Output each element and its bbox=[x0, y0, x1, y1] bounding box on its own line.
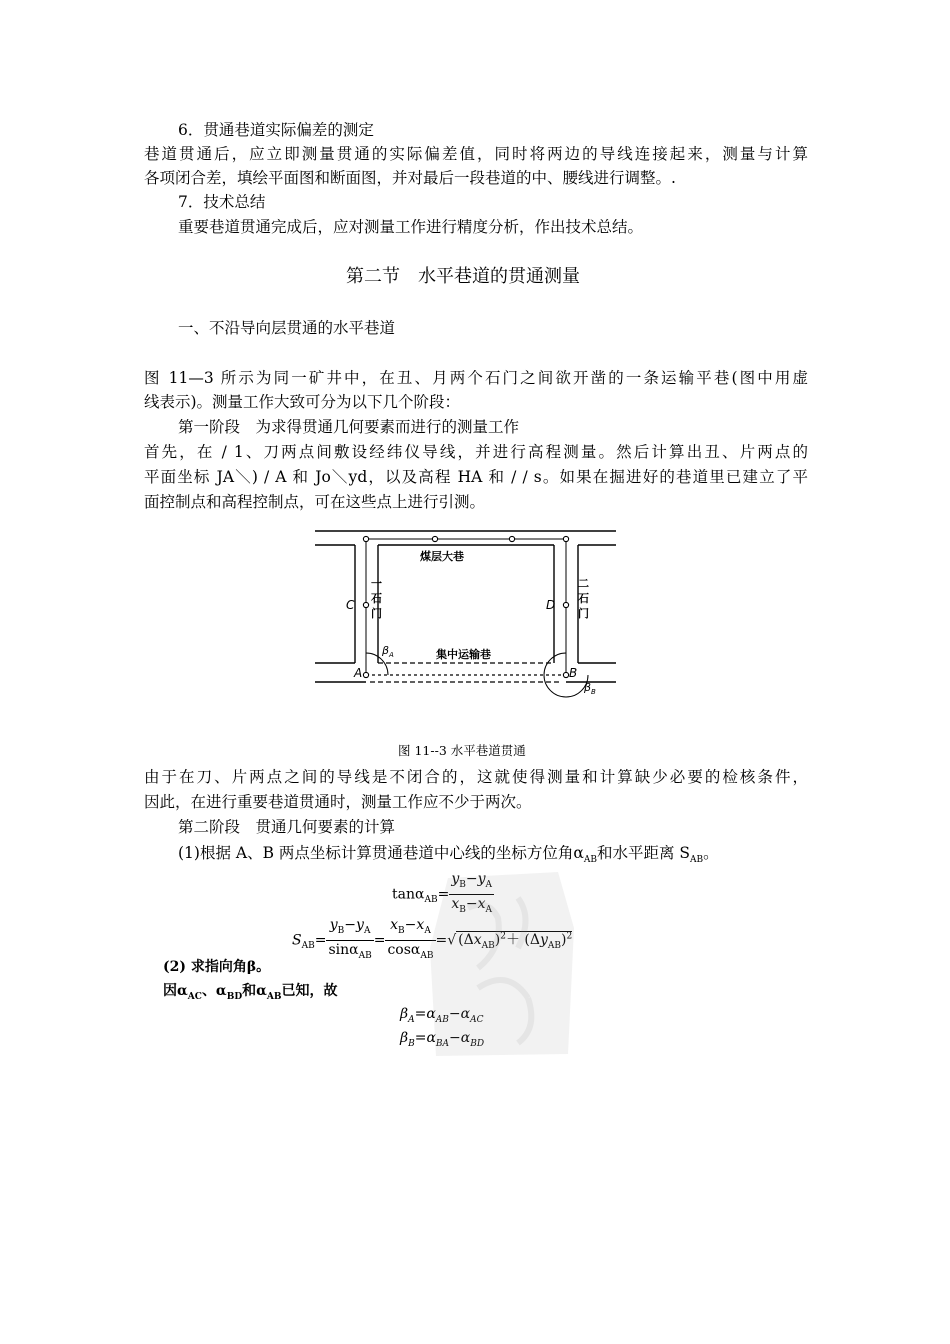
label-main-roadway: 煤层大巷 bbox=[420, 550, 464, 563]
item7-line1: 重要巷道贯通完成后，应对测量工作进行精度分析，作出技术总结。 bbox=[178, 218, 644, 236]
label-beta-a: β bbox=[382, 644, 390, 657]
beta-b-symbol: β bbox=[400, 1030, 409, 1046]
item2-sep2: 和α bbox=[242, 983, 267, 999]
traverse-station bbox=[509, 536, 514, 541]
formula-distance: $S_{AB}=$ $\frac{y_B-y_A}{\sin\alpha_{AB}}$ = $\frac{x_B-x_A}{\cos\alpha_{AB}}$ =√ $(\Delta x_{AB})^2+ (\Delta y_{AB})^2$ bbox=[292, 917, 573, 961]
planned-roadway-dashed bbox=[366, 663, 566, 682]
formula-s-lhs: S bbox=[292, 932, 302, 949]
traverse-station bbox=[563, 536, 568, 541]
item2-sub-ab: AB bbox=[266, 991, 282, 1002]
item2-sub-bd: BD bbox=[226, 991, 243, 1002]
station-d bbox=[563, 602, 568, 607]
item6-heading: 6．贯通巷道实际偏差的测定 bbox=[178, 121, 374, 139]
item7-heading: 7．技术总结 bbox=[178, 193, 266, 211]
formula-item2-line2 bbox=[163, 982, 338, 1006]
para2-line2: 因此，在进行重要巷道贯通时，测量工作应不少于两次。 bbox=[144, 793, 532, 811]
formula-tan: tanα$_{AB}$= $\frac{y_B-y_A}{x_B-x_A}$ bbox=[392, 871, 493, 915]
label-cross1-c: 门 bbox=[371, 607, 382, 620]
label-beta-b: β bbox=[584, 681, 592, 694]
para2-line1: 由于在刀、片两点之间的导线是不闭合的，这就使得测量和计算缺少必要的检核条件， bbox=[144, 768, 808, 786]
seal-watermark bbox=[428, 868, 578, 1058]
label-transport-roadway: 集中运输巷 bbox=[436, 648, 491, 661]
figure-caption: 图 11--3 水平巷道贯通 bbox=[398, 743, 526, 758]
stage1-heading: 第一阶段 为求得贯通几何要素而进行的测量工作 bbox=[178, 418, 520, 436]
station-c bbox=[363, 602, 368, 607]
label-point-b: B bbox=[569, 666, 578, 680]
para1-line1: 图 11—3 所示为同一矿井中，在丑、月两个石门之间欲开凿的一条运输平巷(图中用虚 bbox=[144, 369, 808, 387]
item2-end: 已知，故 bbox=[281, 983, 338, 999]
stage2-item1-text: (1)根据 A、B 两点坐标计算贯通巷道中心线的坐标方位角α bbox=[178, 844, 584, 862]
item2-sep1: 、α bbox=[201, 983, 227, 999]
para1-line2: 线表示)。测量工作大致可分为以下几个阶段： bbox=[144, 393, 461, 411]
label-point-d: D bbox=[546, 598, 556, 612]
stage2-item1-sub2: AB bbox=[690, 855, 704, 866]
traverse-station bbox=[432, 536, 437, 541]
label-beta-a-sub: A bbox=[389, 651, 394, 659]
item2-sub-ac: AC bbox=[187, 991, 202, 1002]
stage1-line2: 平面坐标 JA＼) / A 和 Jo＼yd，以及高程 HA 和 / / s。如果在掘进好的巷道里已建立了平 bbox=[144, 468, 808, 486]
formula-beta-b: $\beta_B=\alpha_{BA}-\alpha_{BD}$ bbox=[400, 1030, 485, 1049]
item2-prefix: 因α bbox=[163, 983, 188, 999]
stage1-line3: 面控制点和高程控制点，可在这些点上进行引测。 bbox=[144, 493, 486, 511]
stage2-heading: 第二阶段 贯通几何要素的计算 bbox=[178, 818, 396, 836]
label-cross2-a: 二 bbox=[578, 577, 589, 590]
formula-beta-a: $\beta_A=\alpha_{AB}-\alpha_{AC}$ bbox=[400, 1006, 484, 1025]
formula-item2: (2) 求指向角β。 bbox=[163, 959, 271, 975]
stage1-line1: 首先，在 / 1、刀两点间敷设经纬仪导线，并进行高程测量。然后计算出丑、片两点的 bbox=[144, 443, 808, 461]
roadway-diagram bbox=[310, 525, 625, 710]
label-point-c: C bbox=[346, 598, 355, 612]
station-a bbox=[363, 672, 368, 677]
label-cross1-a: 一 bbox=[371, 577, 382, 590]
label-beta-b-sub: B bbox=[591, 688, 596, 696]
label-cross1-b: 石 bbox=[371, 592, 382, 605]
label-cross2-c: 门 bbox=[578, 607, 589, 620]
stage2-item1 bbox=[178, 843, 719, 870]
beta-a-symbol: β bbox=[400, 1006, 409, 1022]
label-point-a: A bbox=[354, 666, 363, 680]
stage2-item1-sub1: AB bbox=[583, 855, 597, 866]
item6-line1: 巷道贯通后，应立即测量贯通的实际偏差值，同时将两边的导线连接起来，测量与计算 bbox=[144, 145, 808, 163]
section-title: 第二节 水平巷道的贯通测量 bbox=[346, 266, 580, 287]
item6-line2: 各项闭合差，填绘平面图和断面图，并对最后一段巷道的中、腰线进行调整。. bbox=[144, 169, 676, 187]
formula-tan-lhs: tanα bbox=[392, 886, 425, 903]
traverse-station bbox=[363, 536, 368, 541]
subsection-title: 一、不沿导向层贯通的水平巷道 bbox=[178, 319, 396, 337]
stage2-item1-end: 。 bbox=[703, 844, 719, 862]
station-b bbox=[563, 672, 568, 677]
stage2-item1-mid: 和水平距离 S bbox=[597, 844, 691, 862]
formula-tan-sub: AB bbox=[424, 895, 438, 906]
formula-s-sub: AB bbox=[301, 941, 315, 952]
label-cross2-b: 石 bbox=[578, 592, 589, 605]
